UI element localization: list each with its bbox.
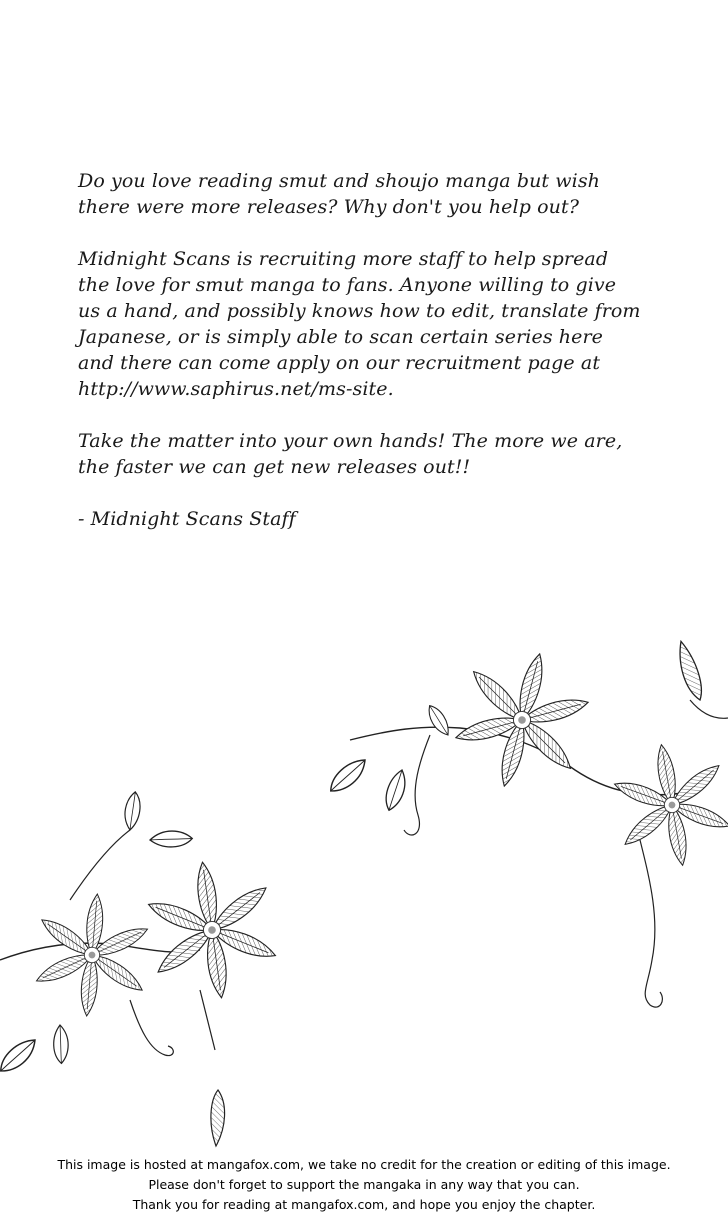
- message-line: the faster we can get new releases out!!: [78, 456, 471, 478]
- footer-line-support: Please don't forget to support the mangaka in any way that you can.: [148, 1177, 580, 1192]
- message-line: us a hand, and possibly knows how to edit, translate from: [78, 300, 641, 322]
- message-line: there were more releases? Why don't you help out?: [78, 196, 580, 218]
- vine-cluster-left: [0, 792, 284, 1146]
- message-line: the love for smut manga to fans. Anyone willing to give: [78, 274, 617, 296]
- vine-cluster-right: [330, 637, 728, 1007]
- footer-line-thanks: Thank you for reading at mangafox.com, and hope you enjoy the chapter.: [132, 1197, 596, 1212]
- message-line: and there can come apply on our recruitment page at: [78, 352, 601, 374]
- hosting-footer: [0, 1155, 728, 1215]
- message-line: Take the matter into your own hands! The more we are,: [78, 430, 623, 452]
- message-line: Japanese, or is simply able to scan certain series here: [78, 326, 604, 348]
- message-line: Do you love reading smut and shoujo manga but wish: [78, 170, 601, 192]
- signature: - Midnight Scans Staff: [78, 508, 296, 530]
- footer-line-credit: This image is hosted at mangafox.com, we take no credit for the creation or editing of this image.: [57, 1157, 671, 1172]
- message-line: Midnight Scans is recruiting more staff to help spread: [78, 248, 609, 270]
- recruitment-url: http://www.saphirus.net/ms-site.: [78, 378, 394, 400]
